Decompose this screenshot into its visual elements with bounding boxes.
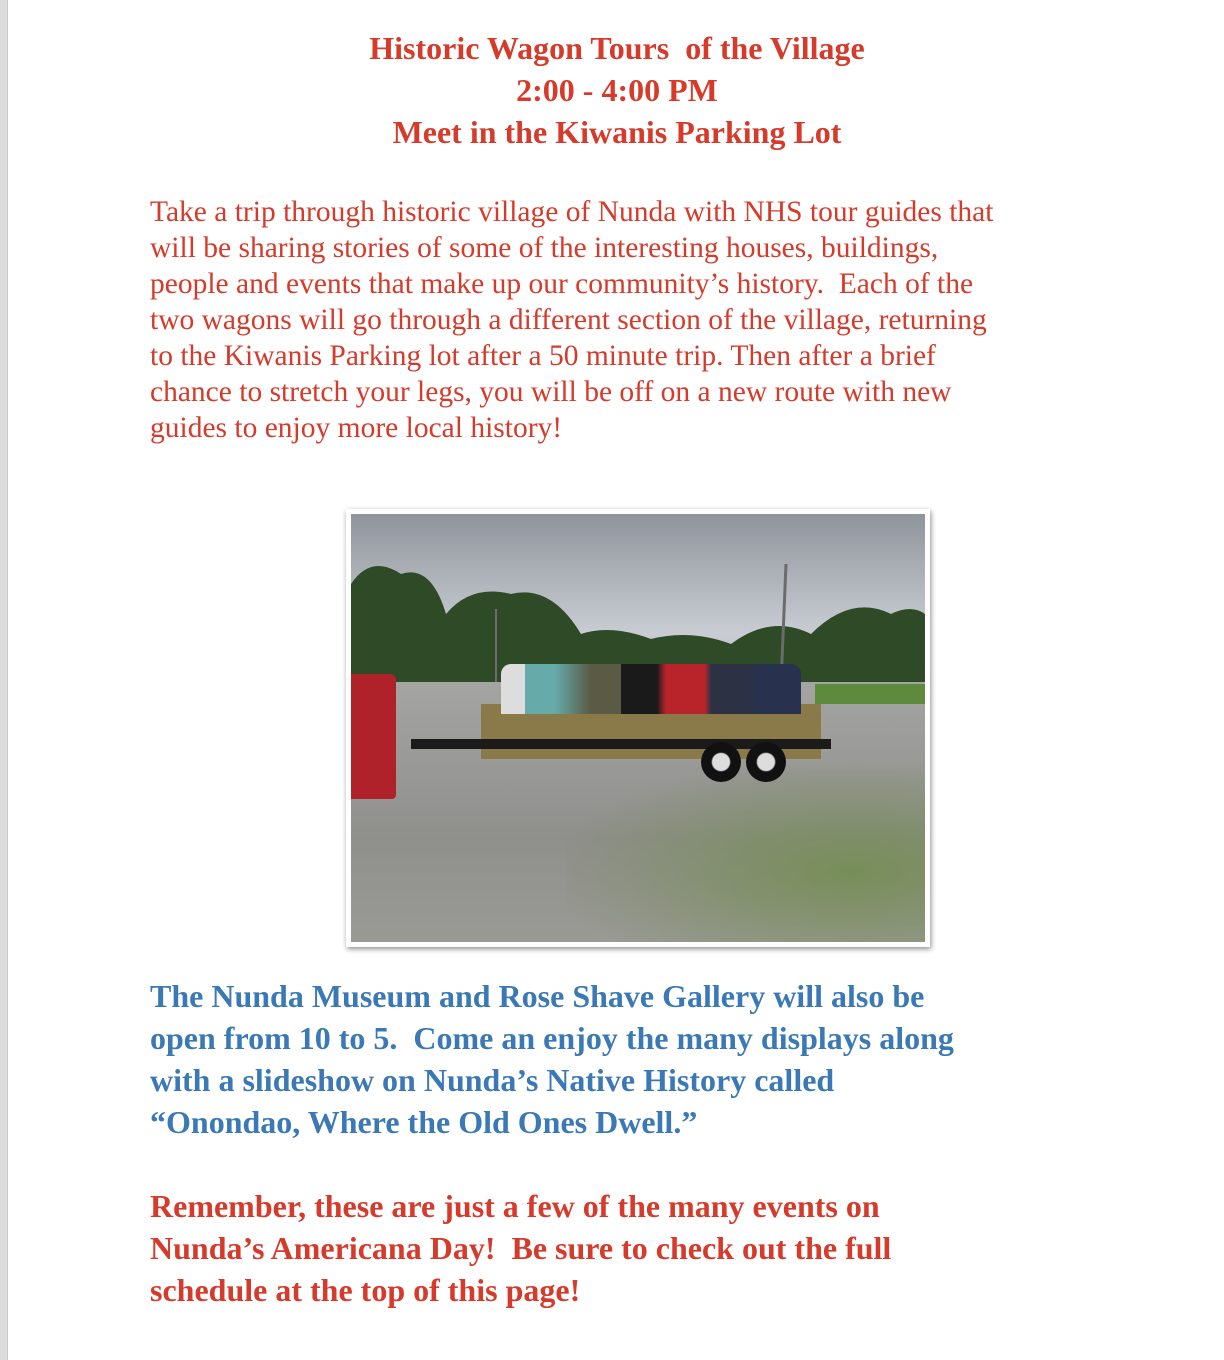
text-line: guides to enjoy more local history! (150, 412, 563, 444)
text-line: Remember, these are just a few of the many events on (150, 1188, 880, 1224)
text-line: two wagons will go through a different section of the village, returning (150, 304, 987, 336)
text-line: people and events that make up our community’s history. Each of the (150, 268, 974, 300)
field (815, 684, 925, 704)
page-edge (0, 0, 8, 1360)
wagon-tour-photo (346, 509, 930, 947)
red-truck (351, 674, 396, 799)
museum-announcement (150, 975, 954, 1143)
trailer-wheel (746, 742, 786, 782)
trailer-wheel (701, 742, 741, 782)
heading-title: Historic Wagon Tours of the Village (369, 30, 865, 66)
text-line: will be sharing stories of some of the interesting houses, buildings, (150, 232, 939, 264)
heading-time: 2:00 - 4:00 PM (516, 72, 718, 108)
text-line: The Nunda Museum and Rose Shave Gallery will also be (150, 978, 925, 1014)
text-line: open from 10 to 5. Come an enjoy the many displays along (150, 1020, 954, 1056)
grass (565, 764, 925, 942)
event-heading (0, 27, 1224, 153)
photo-image (351, 514, 925, 942)
riders (501, 664, 801, 714)
heading-location: Meet in the Kiwanis Parking Lot (392, 114, 842, 150)
text-line: to the Kiwanis Parking lot after a 50 minute trip. Then after a brief (150, 340, 936, 372)
event-description (150, 194, 993, 446)
text-line: schedule at the top of this page! (150, 1272, 581, 1308)
text-line: “Onondao, Where the Old Ones Dwell.” (150, 1104, 698, 1140)
text-line: Take a trip through historic village of Nunda with NHS tour guides that (150, 196, 994, 228)
reminder-note (150, 1185, 891, 1311)
text-line: Nunda’s Americana Day! Be sure to check out the full (150, 1230, 892, 1266)
text-line: with a slideshow on Nunda’s Native History called (150, 1062, 835, 1098)
text-line: chance to stretch your legs, you will be off on a new route with new (150, 376, 952, 408)
